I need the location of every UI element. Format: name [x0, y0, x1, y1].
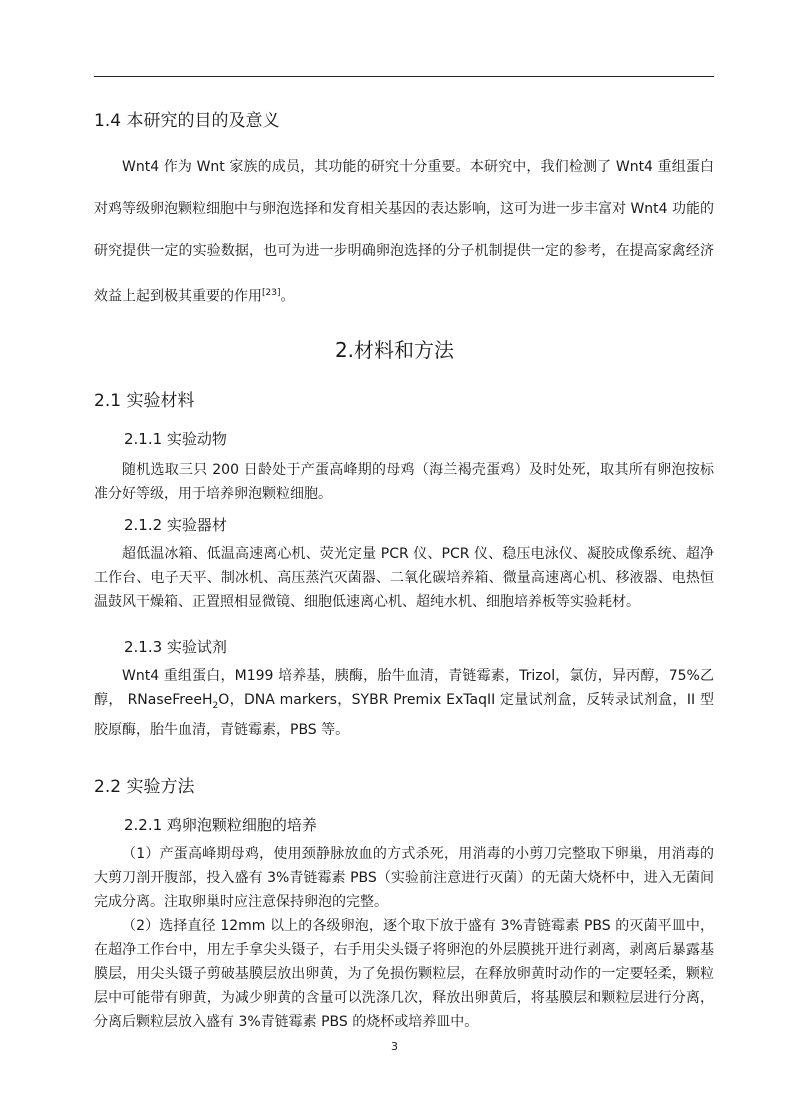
subsection-heading-2-2-1: 2.2.1 鸡卵泡颗粒细胞的培养: [124, 816, 317, 834]
subsection-heading-2-1-3: 2.1.3 实验试剂: [124, 638, 227, 656]
subsection-2-1-3-paragraph: [94, 664, 714, 742]
chapter-title: 2.材料和方法: [334, 338, 455, 362]
reagents-text-b: O，DNA markers，SYBR Premix ExTaqII 定量试剂盒，反转录试剂盒，II 型胶原酶，胎牛血清，青链霉素，PBS 等。: [94, 692, 715, 738]
section-heading-2-1: 2.1 实验材料: [94, 391, 195, 411]
section-heading-2-2: 2.2 实验方法: [94, 777, 195, 797]
subsection-heading-2-1-2: 2.1.2 实验器材: [124, 516, 227, 534]
subscript-2: 2: [212, 700, 219, 711]
section-1-4-paragraph: [94, 146, 714, 318]
paragraph-end: 。: [280, 288, 295, 305]
reagents-text-a: Wnt4 重组蛋白，M199 培养基，胰酶，胎牛血清，青链霉素，Trizol，氯仿，异丙醇，75%乙醇， RNaseFreeH: [94, 668, 714, 708]
header-rule: [94, 76, 714, 77]
page-number: 3: [391, 1040, 398, 1053]
subsection-2-1-1-paragraph: 随机选取三只 200 日龄处于产蛋高峰期的母鸡（海兰褐壳蛋鸡）及时处死，取其所有卵泡按标准分好等级，用于培养卵泡颗粒细胞。: [94, 462, 714, 502]
section-heading-1-4: 1.4 本研究的目的及意义: [94, 111, 280, 131]
subsection-heading-2-1-1: 2.1.1 实验动物: [124, 430, 227, 448]
subsection-2-1-2-paragraph: 超低温冰箱、低温高速离心机、荧光定量 PCR 仪、PCR 仪、稳压电泳仪、凝胶成像系统、超净工作台、电子天平、制冰机、高压蒸汽灭菌器、二氧化碳培养箱、微量高速离心机、移液器、电热恒温鼓风干燥箱、正置照相显微镜、细胞低速离心机、超纯水机、细胞培养板等实验耗材。: [94, 546, 714, 610]
method-step-2: （2）选择直径 12mm 以上的各级卵泡，逐个取下放于盛有 3%青链霉素 PBS 的灭菌平皿中，在超净工作台中，用左手拿尖头镊子，右手用尖头镊子将卵泡的外层膜挑开进行剥离，剥离后暴露基膜层，用尖头镊子剪破基膜层放出卵黄，为了免损伤颗粒层，在释放卵黄时动作的一定要轻柔，颗粒层中可能带有卵黄，为减少卵黄的含量可以洗涤几次，释放出卵黄后，将基膜层和颗粒层进行分离，分离后颗粒层放入盛有 3%青链霉素 PBS 的烧杯或培养皿中。: [94, 918, 714, 1030]
citation-ref: [23]: [262, 288, 281, 298]
method-step-1: （1）产蛋高峰期母鸡，使用颈静脉放血的方式杀死，用消毒的小剪刀完整取下卵巢，用消毒的大剪刀剖开腹部，投入盛有 3%青链霉素 PBS（实验前注意进行灭菌）的无菌大烧杯中，进入无菌间完成分离。注取卵巢时应注意保持卵泡的完整。: [94, 846, 714, 910]
section-1-4-text: Wnt4 作为 Wnt 家族的成员，其功能的研究十分重要。本研究中，我们检测了 Wnt4 重组蛋白对鸡等级卵泡颗粒细胞中与卵泡选择和发育相关基因的表达影响，这可为进一步丰富对 Wnt4 功能的研究提供一定的实验数据，也可为进一步明确卵泡选择的分子机制提供一定的参考，在提高家禽经济效益上起到极其重要的作用: [94, 159, 715, 305]
